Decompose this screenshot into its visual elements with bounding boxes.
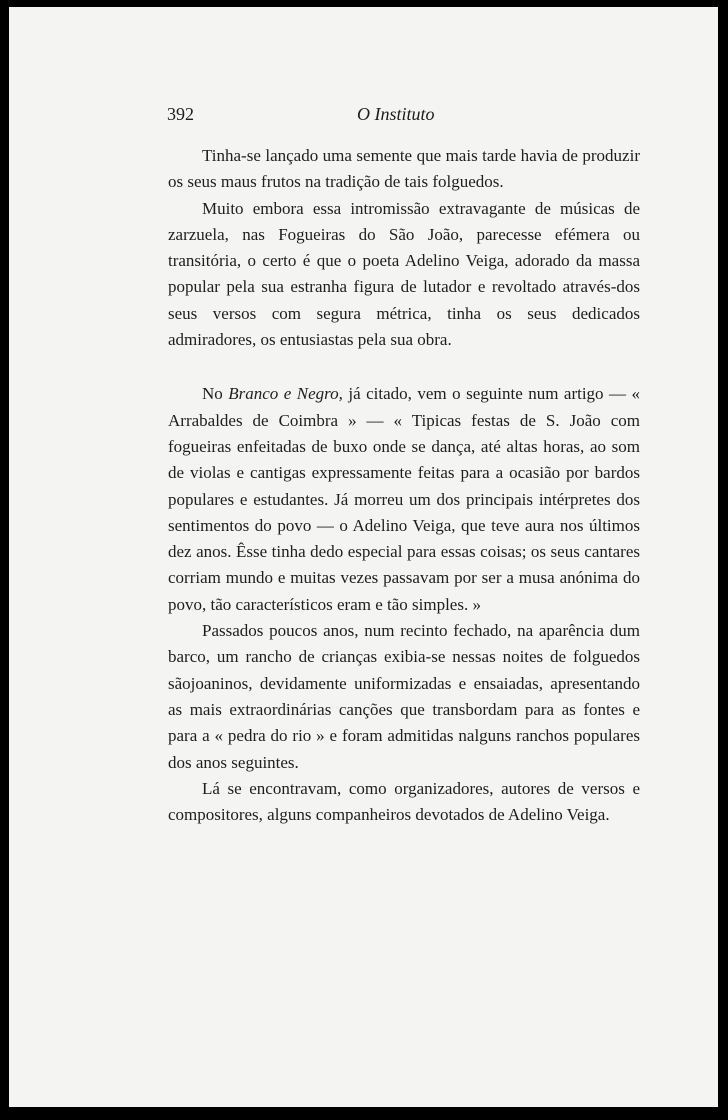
page-header bbox=[0, 100, 728, 132]
paragraph-4: Passados poucos anos, num recinto fechado, na aparência dum barco, um rancho de crianças exibia-se nessas noites de folguedos sãojoaninos, devidamente uniformizadas e ensaiadas, apresentando as mais extraordinárias canções que transbordam para as fontes e para a « pedra do rio » e foram admitidas nalguns ranchos populares dos anos seguintes. bbox=[168, 621, 640, 772]
body-text bbox=[168, 143, 640, 828]
page-number: 392 bbox=[167, 104, 194, 124]
paragraph-1: Tinha-se lançado uma semente que mais tarde havia de produzir os seus maus frutos na tradição de tais folguedos. bbox=[168, 146, 640, 192]
paragraph-5: Lá se encontravam, como organizadores, autores de versos e compositores, alguns companheiros devotados de Adelino Veiga. bbox=[168, 778, 640, 825]
paragraph-2: Muito embora essa intromissão extravagante de músicas de zarzuela, nas Fogueiras do São João, parecesse efémera ou transitória, o certo é que o poeta Adelino Veiga, adorado da massa popular pela sua estranha figura de lutador e revoltado através-dos seus versos com segura métrica, tinha os seus dedicados admiradores, os entusiastas pela sua obra. bbox=[168, 198, 640, 350]
paragraph-3 bbox=[168, 381, 640, 618]
paragraph-3-lead: No bbox=[202, 384, 229, 404]
paragraph-3-quote: já citado, vem o seguinte num artigo — « Arrabaldes de Coimbra » — « Tipicas festas de S. João com fogueiras enfeitadas de buxo onde se dança, até altas horas, ao som de violas e cantigas expressamente feitas para a ocasião por bardos populares e estudantes. Já morreu um dos principais intérpretes dos sentimentos do povo — o Adelino Veiga, que teve aura nos últimos dez anos. Êsse tinha dedo especial para essas coisas; os seus cantares corriam mundo e muitas vezes passavam por ser a musa anónima do povo, tão característicos eram e tão simples. » bbox=[168, 384, 640, 614]
publication-title: Branco e Negro, bbox=[228, 384, 343, 404]
running-title: O Instituto bbox=[357, 104, 435, 124]
